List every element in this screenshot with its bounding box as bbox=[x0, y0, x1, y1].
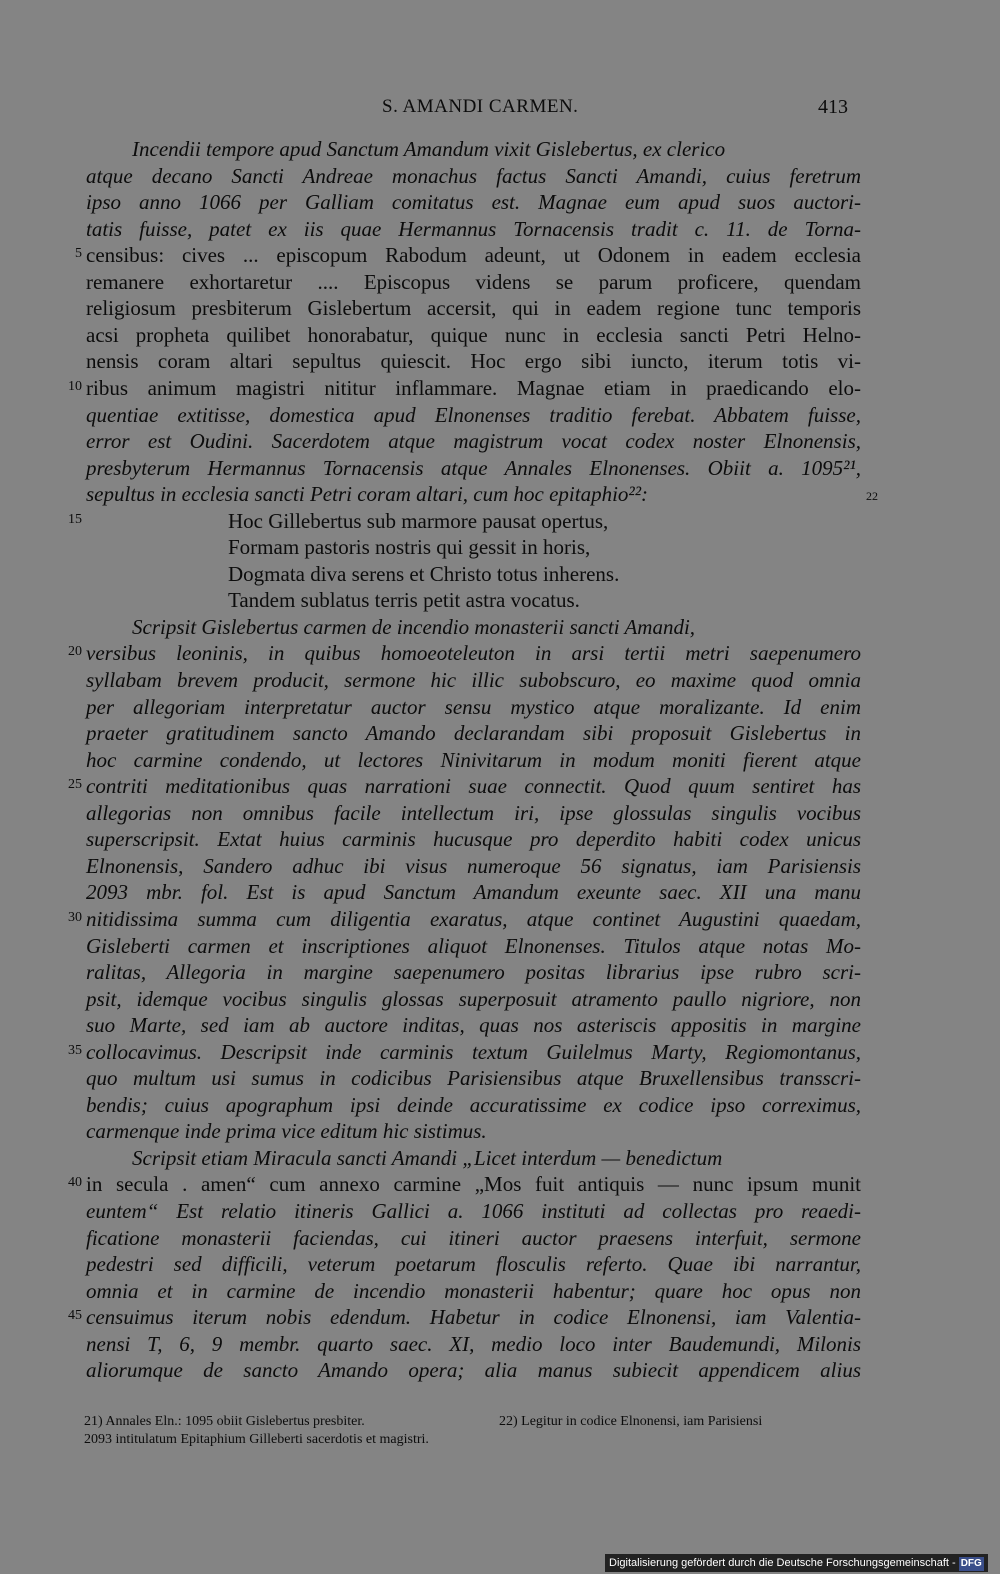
line-text: psit, idemque vocibus singulis glossas superposuit atramento paullo nigriore, non bbox=[86, 986, 861, 1011]
epitaph-verse: Tandem sublatus terris petit astra vocatus. bbox=[228, 588, 580, 613]
line-text: carmenque inde prima vice editum hic sistimus. bbox=[86, 1119, 487, 1144]
line-text: censuimus iterum nobis edendum. Habetur in codice Elnonensi, iam Valentia- bbox=[86, 1305, 861, 1330]
page-number: 413 bbox=[818, 96, 848, 118]
text-line bbox=[0, 1251, 1000, 1278]
line-text: ficatione monasterii faciendas, cui itineri auctor praesens interfuit, sermone bbox=[86, 1225, 861, 1250]
line-number: 15 bbox=[68, 511, 82, 527]
text-line bbox=[0, 1065, 1000, 1092]
epitaph-verse: Formam pastoris nostris qui gessit in horis, bbox=[228, 535, 591, 560]
line-text: nensis coram altari sepultus quiescit. Hoc ergo sibi iuncto, iterum totis vi- bbox=[86, 349, 861, 374]
line-text: euntem“ Est relatio itineris Gallici a. 1066 instituti ad collectas pro reaedi- bbox=[86, 1199, 861, 1223]
text-line bbox=[0, 163, 1000, 190]
line-text: bendis; cuius apographum ipsi deinde accuratissime ex codice ipso correximus, bbox=[86, 1092, 861, 1117]
text-line bbox=[0, 1118, 1000, 1145]
line-number: 40 bbox=[68, 1175, 82, 1191]
line-text: nensi T, 6, 9 membr. quarto saec. XI, medio loco inter Baudemundi, Milonis bbox=[86, 1331, 861, 1356]
line-text: ribus animum magistri nititur inflammare. Magnae etiam in praedicando elo- bbox=[86, 375, 861, 400]
text-line bbox=[0, 1012, 1000, 1039]
text-line bbox=[0, 1092, 1000, 1119]
line-text: versibus leoninis, in quibus homoeoteleuton in arsi tertii metri saepenumero bbox=[86, 641, 861, 666]
text-line bbox=[0, 1145, 1000, 1172]
line-text: nitidissima summa cum diligentia exaratus, atque continet Augustini quaedam, bbox=[86, 906, 861, 931]
text-line bbox=[0, 216, 1000, 243]
line-text: suo Marte, sed iam ab auctore inditas, quas nos asteriscis appositis in margine bbox=[86, 1013, 861, 1038]
footnote-21: 21) Annales Eln.: 1095 obiit Gislebertus presbiter. bbox=[84, 1414, 365, 1429]
text-line bbox=[0, 481, 1000, 508]
footnote-22: 22) Legitur in codice Elnonensi, iam Parisiensi bbox=[499, 1414, 763, 1429]
line-text: omnia et in carmine de incendio monasterii habentur; quare hoc opus non bbox=[86, 1278, 861, 1303]
text-line bbox=[0, 402, 1000, 429]
line-text: hoc carmine condendo, ut lectores Ninivitarum in modum moniti fierent atque bbox=[86, 747, 861, 772]
line-number: 10 bbox=[68, 378, 82, 394]
line-text: per allegoriam interpretatur auctor sensu mystico atque moralizante. Id enim bbox=[86, 694, 861, 719]
line-number: 30 bbox=[68, 909, 82, 925]
line-text: in secula . amen“ cum annexo carmine „Mos fuit antiquis — nunc ipsum munit bbox=[86, 1172, 861, 1197]
line-number: 20 bbox=[68, 644, 82, 660]
running-title: S. AMANDI CARMEN. bbox=[382, 96, 579, 117]
line-text: 2093 mbr. fol. Est is apud Sanctum Amandum exeunte saec. XII una manu bbox=[86, 880, 861, 905]
line-text: censibus: cives ... episcopum Rabodum adeunt, ut Odonem in eadem ecclesia bbox=[86, 243, 861, 268]
text-line bbox=[0, 1039, 1000, 1066]
text-line bbox=[0, 269, 1000, 296]
epitaph-verse: Dogmata diva serens et Christo totus inherens. bbox=[228, 561, 620, 586]
line-number: 35 bbox=[68, 1042, 82, 1058]
line-text: ralitas, Allegoria in margine saepenumero positas librarius ipse rubro scri- bbox=[86, 960, 861, 985]
line-text: contriti meditationibus quas narrationi suae connectit. Quod quum sentiret has bbox=[86, 774, 861, 799]
text-line bbox=[0, 295, 1000, 322]
line-text: praeter gratitudinem sancto Amando declarandam sibi proposuit Gislebertus in bbox=[86, 721, 861, 746]
text-line bbox=[0, 986, 1000, 1013]
footnotes bbox=[84, 1413, 874, 1449]
text-line bbox=[0, 773, 1000, 800]
line-text: acsi propheta quilibet honorabatur, quique nunc in ecclesia sancti Petri Helno- bbox=[86, 322, 861, 347]
credit-text: Digitalisierung gefördert durch die Deutsche Forschungsgemeinschaft - bbox=[609, 1557, 956, 1569]
line-text: aliorumque de sancto Amando opera; alia manus subiecit appendicem alius bbox=[86, 1358, 861, 1383]
footnote-line bbox=[84, 1431, 874, 1449]
text-line bbox=[0, 534, 1000, 561]
line-text: syllabam brevem producit, sermone hic illic subobscuro, eo maxime quod omnia bbox=[86, 668, 861, 692]
line-text: presbyterum Hermannus Tornacensis atque Annales Elnonenses. Obiit a. 1095²¹, bbox=[86, 455, 861, 480]
text-line bbox=[0, 800, 1000, 827]
text-line bbox=[0, 747, 1000, 774]
text-line bbox=[0, 189, 1000, 216]
text-line bbox=[0, 375, 1000, 402]
text-line bbox=[0, 959, 1000, 986]
line-text: allegorias non omnibus facile intellectum iri, ipse glossulas singulis vocibus bbox=[86, 800, 861, 825]
text-line bbox=[0, 242, 1000, 269]
text-line bbox=[0, 853, 1000, 880]
text-line bbox=[0, 694, 1000, 721]
text-line bbox=[0, 508, 1000, 535]
text-line bbox=[0, 587, 1000, 614]
text-line bbox=[0, 826, 1000, 853]
line-number: 45 bbox=[68, 1308, 82, 1324]
digitization-credit bbox=[605, 1554, 988, 1572]
line-text: quentiae extitisse, domestica apud Elnonenses traditio ferebat. Abbatem fuisse, bbox=[86, 402, 861, 427]
footnote-line bbox=[84, 1413, 874, 1431]
text-line bbox=[0, 561, 1000, 588]
text-line bbox=[0, 1304, 1000, 1331]
line-text: Scripsit etiam Miracula sancti Amandi „Licet interdum — benedictum bbox=[132, 1145, 723, 1170]
text-line bbox=[0, 1225, 1000, 1252]
line-text: collocavimus. Descripsit inde carminis textum Guilelmus Marty, Regiomontanus, bbox=[86, 1039, 861, 1064]
line-text: Incendii tempore apud Sanctum Amandum vixit Gislebertus, ex clerico bbox=[132, 137, 726, 161]
text-line bbox=[0, 1171, 1000, 1198]
line-text: tatis fuisse, patet ex iis quae Hermannus Tornacensis tradit c. 11. de Torna- bbox=[86, 216, 861, 241]
line-text: Gisleberti carmen et inscriptiones aliquot Elnonenses. Titulos atque notas Mo- bbox=[86, 933, 861, 958]
line-text: quo multum usi sumus in codicibus Parisiensibus atque Bruxellensibus transscri- bbox=[86, 1066, 861, 1091]
text-line bbox=[0, 455, 1000, 482]
text-line bbox=[0, 322, 1000, 349]
margin-footnote-ref: 22 bbox=[866, 489, 878, 504]
line-text: religiosum presbiterum Gislebertum accersit, qui in eadem regione tunc temporis bbox=[86, 296, 861, 321]
dfg-logo: DFG bbox=[960, 1558, 982, 1569]
line-text: atque decano Sancti Andreae monachus factus Sancti Amandi, cuius feretrum bbox=[86, 163, 861, 188]
line-number: 5 bbox=[75, 246, 82, 262]
line-text: superscripsit. Extat huius carminis hucusque pro deperdito habiti codex unicus bbox=[86, 827, 861, 852]
line-text: remanere exhortaretur .... Episcopus videns se parum proficere, quendam bbox=[86, 269, 861, 294]
epitaph-verse: Hoc Gillebertus sub marmore pausat opertus, bbox=[228, 508, 609, 533]
text-line bbox=[0, 1331, 1000, 1358]
text-line bbox=[0, 1357, 1000, 1384]
text-line bbox=[0, 906, 1000, 933]
text-line bbox=[0, 348, 1000, 375]
line-text: sepultus in ecclesia sancti Petri coram altari, cum hoc epitaphio²²: bbox=[86, 482, 648, 507]
line-number: 25 bbox=[68, 777, 82, 793]
line-text: Elnonensis, Sandero adhuc ibi visus numeroque 56 signatus, iam Parisiensis bbox=[86, 853, 861, 878]
text-line bbox=[0, 720, 1000, 747]
text-line bbox=[0, 879, 1000, 906]
text-line bbox=[0, 614, 1000, 641]
page-header bbox=[0, 96, 1000, 126]
footnote-22-continued: 2093 intitulatum Epitaphium Gilleberti sacerdotis et magistri. bbox=[84, 1432, 429, 1447]
text-line bbox=[0, 428, 1000, 455]
text-line bbox=[0, 136, 1000, 163]
text-line bbox=[0, 1278, 1000, 1305]
line-text: error est Oudini. Sacerdotem atque magistrum vocat codex noster Elnonensis, bbox=[86, 429, 861, 454]
text-line bbox=[0, 933, 1000, 960]
text-line bbox=[0, 667, 1000, 694]
line-text: pedestri sed difficili, veterum poetarum flosculis referto. Quae ibi narrantur, bbox=[86, 1252, 861, 1277]
line-text: ipso anno 1066 per Galliam comitatus est. Magnae eum apud suos auctori- bbox=[86, 190, 861, 215]
line-text: Scripsit Gislebertus carmen de incendio monasterii sancti Amandi, bbox=[132, 614, 696, 639]
text-line bbox=[0, 1198, 1000, 1225]
text-line bbox=[0, 640, 1000, 667]
